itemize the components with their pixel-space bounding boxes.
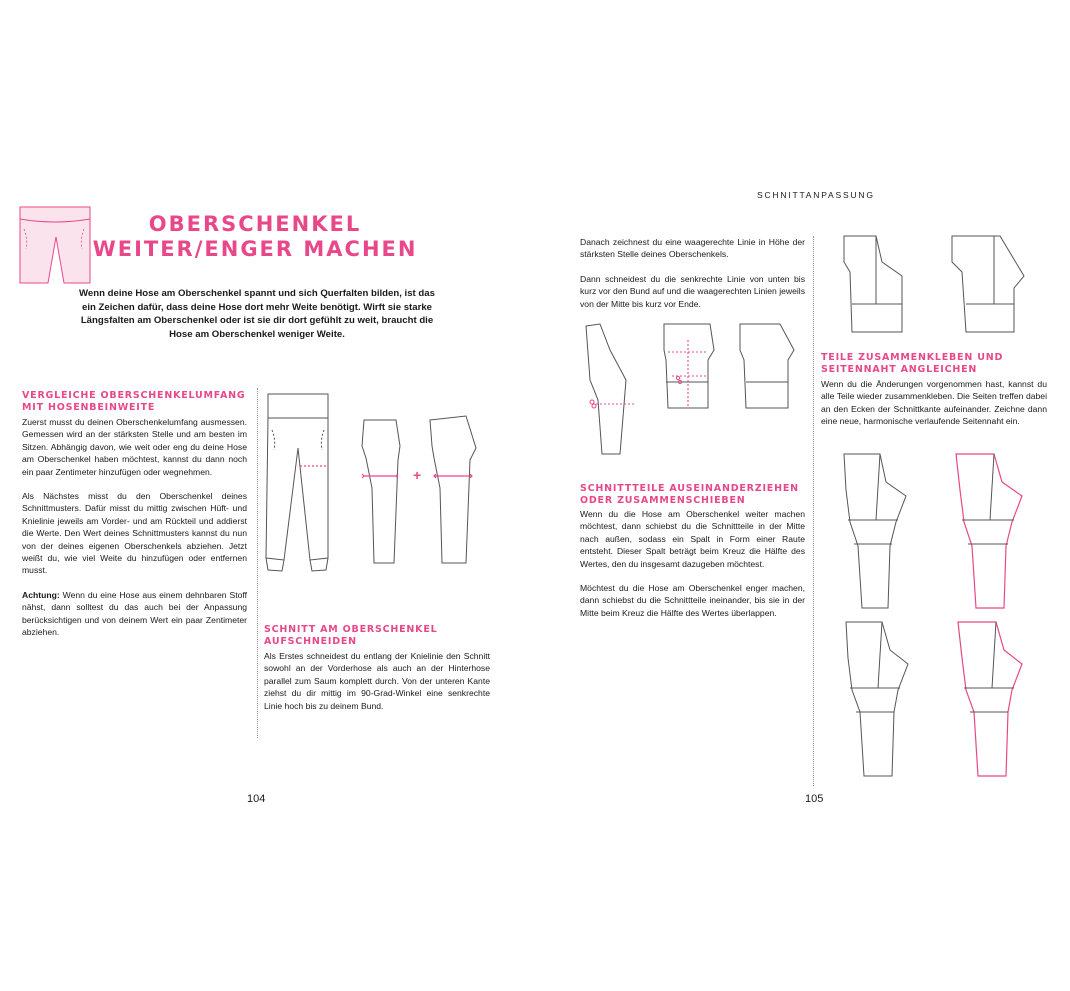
section-heading-glue: TEILE ZUSAMMENKLEBEN UND SEITENNAHT ANGLEICHEN xyxy=(821,352,1004,375)
paragraph: Möchtest du die Hose am Oberschenkel enger machen, dann schiebst du die Schnittteile ineinander, bis sie in der Mitte beim Kreuz die Hälfte des Wertes überlappen. xyxy=(580,583,805,618)
right-intro-body xyxy=(580,236,805,322)
paragraph: Wenn du die Hose am Oberschenkel weiter machen möchtest, dann schiebst du die Schnittteile in der Mitte nach außen, sodass ein Spalt in Form einer Raute entsteht. Dieser Spalt beträgt beim Kreuz die Hälfte des Wertes, den du insgesamt dazugeben möchtest. xyxy=(580,509,805,569)
page-number-left: 104 xyxy=(247,793,266,805)
pattern-spread-illustration xyxy=(836,232,1036,342)
paragraph: Dann schneidest du die senkrechte Linie von unten bis kurz vor den Bund auf und die waagerechten Linien jeweils von der Mitte bis kurz vor Ende. xyxy=(580,273,805,309)
page-number-right: 105 xyxy=(805,793,824,805)
paragraph: Zuerst musst du deinen Oberschenkelumfang ausmessen. Gemessen wird an der stärksten Stelle und am besten im Sitzen. Abhängig davon, wie weit oder eng du deine Hose am Oberschenkel haben möchtest, kannst du dann noch ein paar Zentimeter hinzufügen oder wegnehmen. xyxy=(22,417,247,477)
section-heading-cut: SCHNITT AM OBERSCHENKEL AUFSCHNEIDEN xyxy=(264,624,438,647)
title-line-2: WEITER/ENGER MACHEN xyxy=(92,237,418,261)
paragraph xyxy=(22,589,247,639)
column-divider xyxy=(813,236,814,786)
running-header: SCHNITTANPASSUNG xyxy=(757,190,875,200)
plus-sign: + xyxy=(413,467,422,483)
section-cut-body: Als Erstes schneidest du entlang der Knielinie den Schnitt sowohl an der Vorderhose als auch an der Hinterhose parallel zum Saum komplett durch. Von der unteren Kante ziehst du dir mittig im 90-Grad-Winkel eine senkrechte Linie hoch bis zu deinem Bund. xyxy=(264,651,490,711)
section-glue-body: Wenn du die Änderungen vorgenommen hast, kannst du alle Teile wieder zusammenkleben. Die Seiten treffen dabei an den Ecken der Schnittkante aufeinander. Zeichne dann eine neue, harmonische verlaufende Seitennaht ein. xyxy=(821,379,1047,427)
page-title xyxy=(90,212,420,262)
note-label: Achtung: xyxy=(22,589,60,600)
paragraph: Als Nächstes misst du den Oberschenkel deines Schnittmusters. Dafür misst du mittig zwischen Hüft- und Knielinie jeweils am Vorder- und am Rückteil und addierst die Werte. Den Wert deines Schnittmusters kannst du nun von der deines eigenen Oberschenkels abziehen. Jetzt weißt du, wie viel Weite du hinzufügen oder entfernen musst. xyxy=(22,491,247,576)
paragraph: Danach zeichnest du eine waagerechte Linie in Höhe der stärksten Stelle deines Oberschenkels. xyxy=(580,237,805,260)
pants-measure-illustration xyxy=(258,388,498,593)
section-spread-body xyxy=(580,508,805,631)
section-heading-spread: SCHNITTTEILE AUSEINANDERZIEHEN ODER ZUSAMMENSCHIEBEN xyxy=(580,483,799,506)
section-compare-body xyxy=(22,416,247,651)
section-heading-compare: VERGLEICHE OBERSCHENKELUMFANG MIT HOSENBEINWEITE xyxy=(22,390,246,413)
pattern-glue-illustration xyxy=(836,450,1046,785)
pattern-cut-illustration xyxy=(580,320,805,460)
note-text: Wenn du eine Hose aus einem dehnbaren Stoff nähst, dann solltest du das auch bei der Anpassung berücksichtigen und von deinem Wert ein paar Zentimeter abziehen. xyxy=(22,589,247,638)
pants-thumbnail-icon xyxy=(18,205,92,285)
intro-text: Wenn deine Hose am Oberschenkel spannt und sich Querfalten bilden, ist das ein Zeichen dafür, dass deine Hose dort mehr Weite benötigt. Wirft sie starke Längsfalten am Oberschenkel oder ist sie dir dort gefühlt zu weit, braucht die Hose am Oberschenkel weniger Weite. xyxy=(79,288,435,340)
title-line-1: OBERSCHENKEL xyxy=(148,212,362,236)
